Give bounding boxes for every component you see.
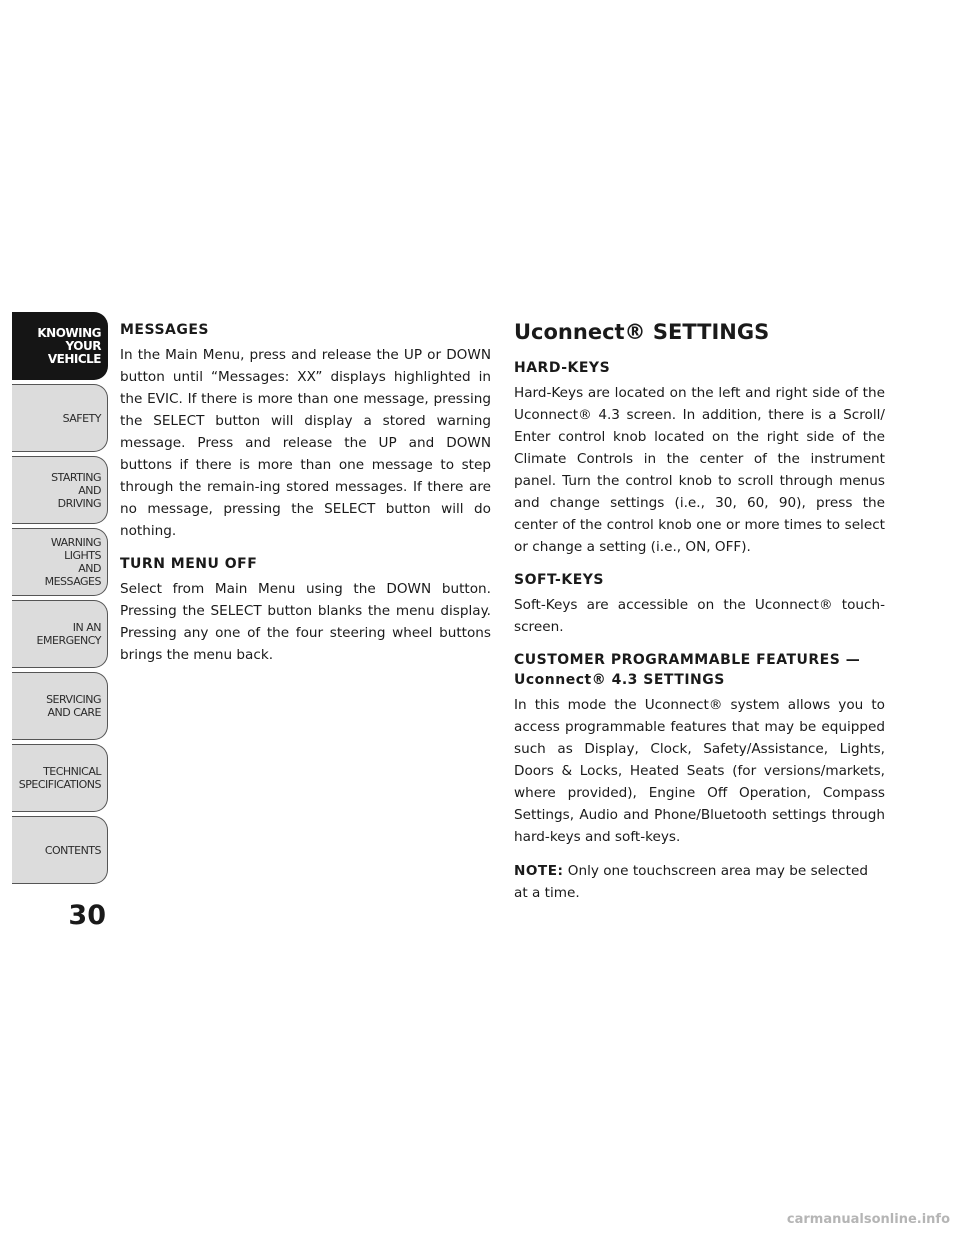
tab-label: IN AN EMERGENCY [36, 621, 101, 647]
hard-keys-heading: HARD-KEYS [514, 360, 611, 376]
note-text: Only one touchscreen area may be selected at a time. [514, 863, 868, 901]
tab-starting-and-driving[interactable] [12, 456, 108, 524]
cpf-paragraph: In this mode the Uconnect® system allows you to access programmable features that may be equipped such as Display, Clock, Safety/Assistance, Lights, Doors & Locks, Heated Seats (for versions/markets, where provided), Engine Off Operation, Compass Settings, Audio and Phone/Bluetooth settings through hard-keys and soft-keys. [514, 697, 885, 845]
cpf-heading-line-2: Uconnect® 4.3 SETTINGS [514, 672, 725, 688]
left-column [120, 320, 491, 678]
right-column [514, 320, 885, 916]
tab-label: CONTENTS [44, 843, 101, 857]
messages-paragraph: In the Main Menu, press and release the UP or DOWN button until “Messages: XX” displays highlighted in the EVIC. If there is more than one message, pressing the SELECT button will display a stored warning message. Press and release the UP and DOWN buttons if there is more than one message to step through the remain-ing stored messages. If there are no message, pressing the SELECT button will do nothing. [120, 347, 491, 539]
tab-in-an-emergency[interactable] [12, 600, 108, 668]
messages-heading: MESSAGES [120, 322, 210, 338]
tab-servicing-and-care[interactable] [12, 672, 108, 740]
tab-label: STARTING AND DRIVING [51, 470, 101, 510]
note-label: NOTE: [514, 863, 564, 879]
tab-contents[interactable] [12, 816, 108, 884]
tab-warning-lights-and-messages[interactable] [12, 528, 108, 596]
tab-label: SAFETY [62, 411, 101, 425]
section-title: Uconnect® SETTINGS [514, 320, 770, 344]
soft-keys-heading: SOFT-KEYS [514, 572, 604, 588]
tab-label: SERVICING AND CARE [46, 693, 101, 719]
tab-label: WARNING LIGHTS AND MESSAGES [44, 536, 101, 588]
tab-knowing-your-vehicle[interactable] [12, 312, 108, 380]
turn-menu-off-heading: TURN MENU OFF [120, 556, 258, 572]
hard-keys-paragraph: Hard-Keys are located on the left and right side of the Uconnect® 4.3 screen. In addition, there is a Scroll/ Enter control knob located on the right side of the Climate Controls in the center of the instrument panel. Turn the control knob to scroll through menus and change settings (i.e., 30, 60, 90), press the center of the control knob one or more times to select or change a setting (i.e., ON, OFF). [514, 385, 885, 555]
tab-technical-specifications[interactable] [12, 744, 108, 812]
section-tab-nav [12, 312, 108, 888]
turn-menu-off-paragraph: Select from Main Menu using the DOWN button. Pressing the SELECT button blanks the menu display. Pressing any one of the four steering wheel buttons brings the menu back. [120, 581, 491, 663]
note-paragraph [514, 860, 885, 904]
page-number: 30 [68, 900, 106, 931]
cpf-heading-line-1: CUSTOMER PROGRAMMABLE FEATURES — [514, 652, 861, 668]
tab-label: TECHNICAL SPECIFICATIONS [18, 765, 101, 791]
tab-safety[interactable] [12, 384, 108, 452]
tab-label: KNOWING YOUR VEHICLE [37, 325, 101, 366]
watermark: carmanualsonline.info [786, 1212, 950, 1227]
soft-keys-paragraph: Soft-Keys are accessible on the Uconnect® touch-screen. [514, 597, 885, 635]
